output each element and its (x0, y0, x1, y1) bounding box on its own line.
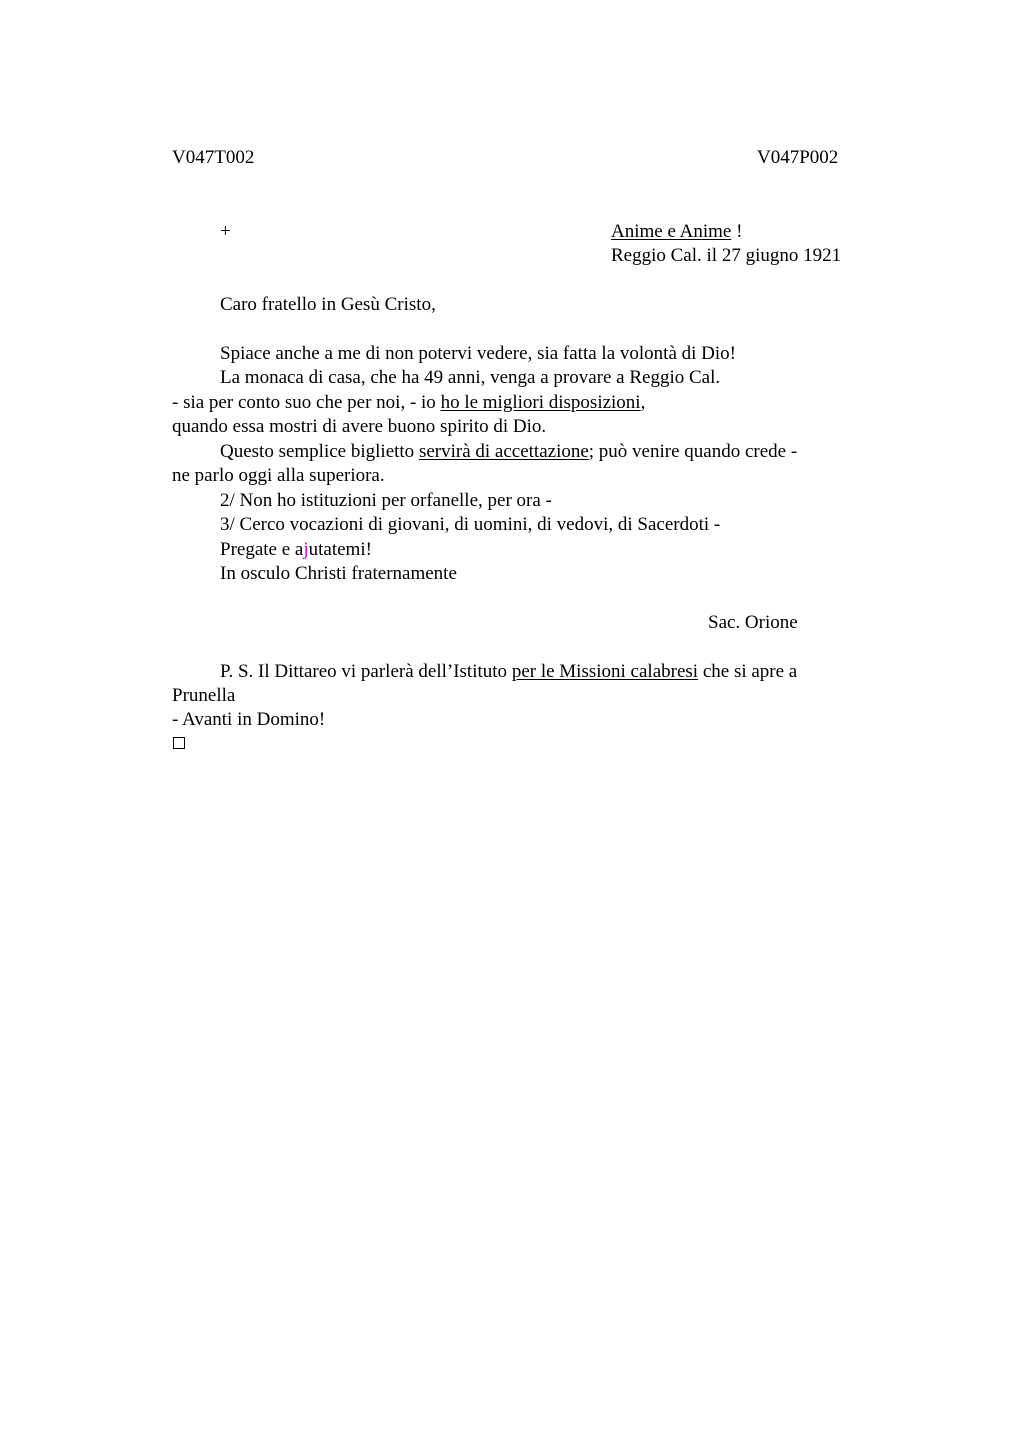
body-line-5 (220, 440, 797, 464)
body-line-4: quando essa mostri di avere buono spirito di Dio. (172, 416, 547, 437)
body-line-5-underlined: servirà di accettazione (418, 441, 589, 462)
postscript-line-3: - Avanti in Domino! (172, 709, 326, 730)
body-line-5-post: ; può venire quando crede - (588, 441, 798, 462)
end-square-icon (173, 737, 185, 749)
body-line-9-highlight: j (303, 539, 309, 560)
header-left-code: V047T002 (172, 147, 255, 168)
body-line-5-pre: Questo semplice biglietto (220, 441, 419, 462)
body-line-3 (172, 391, 645, 415)
body-line-6: ne parlo oggi alla superiora. (172, 465, 385, 486)
body-line-8: 3/ Cerco vocazioni di giovani, di uomini, di vedovi, di Sacerdoti - (220, 514, 721, 535)
motto (611, 220, 742, 244)
postscript-line-1-underlined: per le Missioni calabresi (511, 661, 699, 682)
body-line-9-pre: Pregate e a (220, 539, 304, 560)
body-line-3-underlined: ho le migliori disposizioni (440, 392, 641, 413)
header-right-code: V047P002 (757, 147, 839, 168)
body-line-10: In osculo Christi fraternamente (220, 563, 457, 584)
salutation: Caro fratello in Gesù Cristo, (220, 294, 436, 315)
body-line-7: 2/ Non ho istituzioni per orfanelle, per ora - (220, 490, 552, 511)
postscript-line-1 (220, 660, 797, 684)
postscript-line-2: Prunella (172, 685, 236, 706)
motto-suffix: ! (731, 221, 743, 242)
postscript-line-1-post: che si apre a (698, 661, 798, 682)
place-date: Reggio Cal. il 27 giugno 1921 (611, 245, 842, 266)
postscript-line-1-pre: P. S. Il Dittareo vi parlerà dell’Istituto (220, 661, 512, 682)
cross-symbol: + (220, 221, 231, 242)
signature: Sac. Orione (708, 612, 798, 633)
body-line-2: La monaca di casa, che ha 49 anni, venga a provare a Reggio Cal. (220, 367, 721, 388)
motto-underlined: Anime e Anime (611, 221, 732, 242)
body-line-9-post: utatemi! (308, 539, 372, 560)
body-line-1: Spiace anche a me di non potervi vedere, sia fatta la volontà di Dio! (220, 343, 736, 364)
body-line-9 (220, 538, 372, 562)
body-line-3-pre: - sia per conto suo che per noi, - io (172, 392, 441, 413)
body-line-3-post: , (640, 392, 646, 413)
